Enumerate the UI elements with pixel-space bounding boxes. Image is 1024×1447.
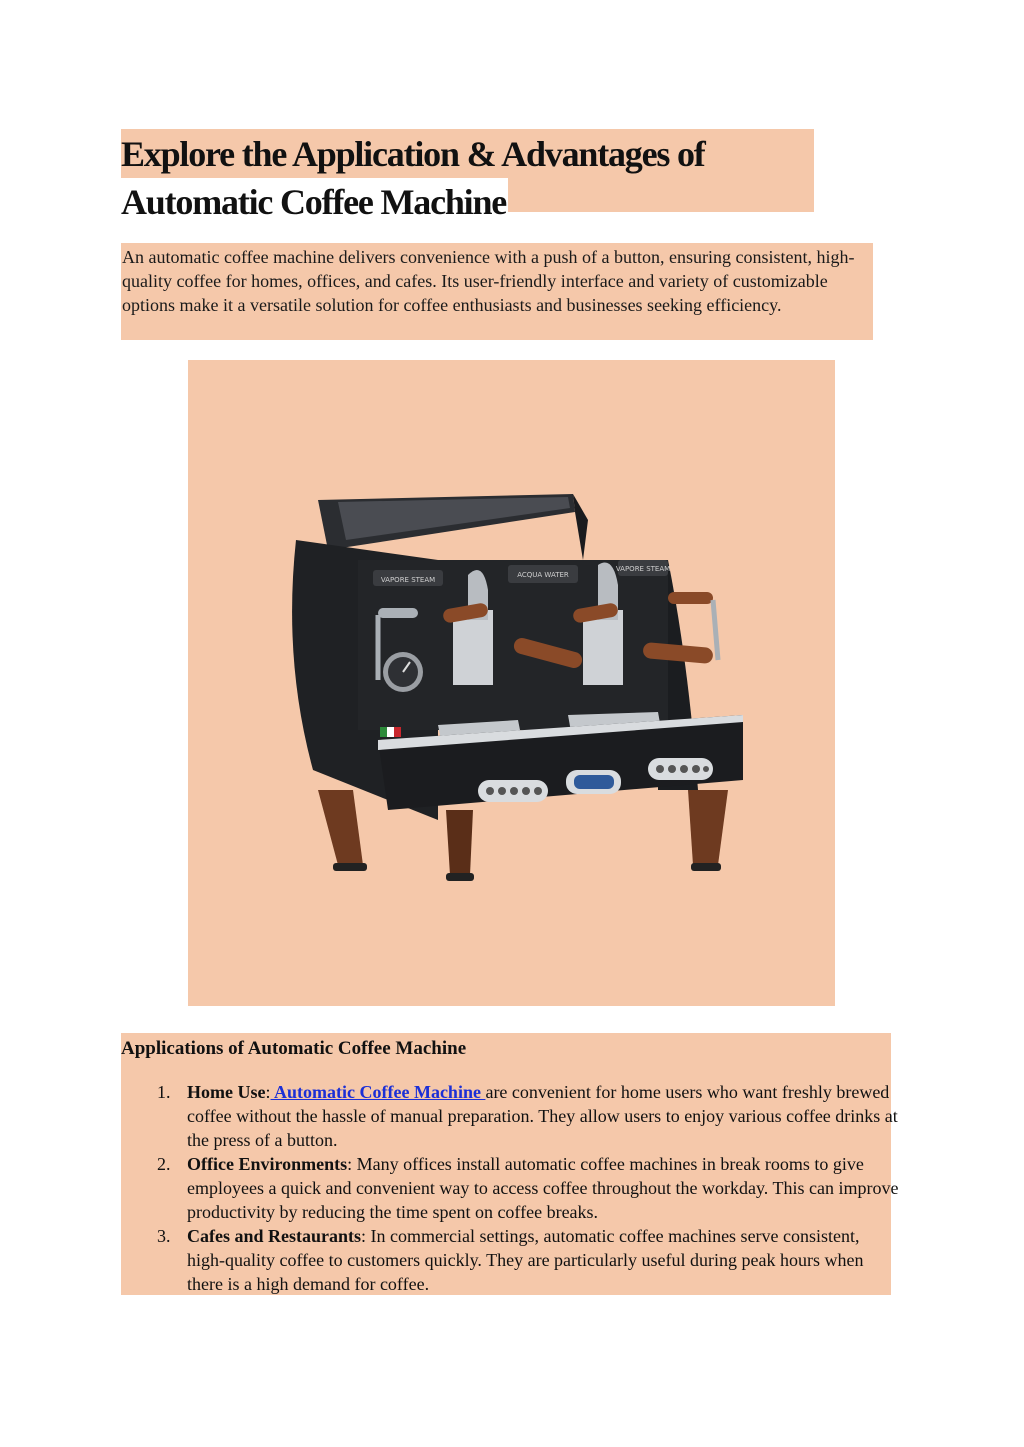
- list-item: [121, 1152, 901, 1224]
- title-line-1: Explore the Application & Advantages of: [121, 134, 705, 174]
- label-steam-left: VAPORE STEAM: [380, 576, 436, 584]
- list-number: 1.: [157, 1082, 171, 1102]
- list-item: [121, 1224, 901, 1296]
- item-term: Cafes and Restaurants: [187, 1226, 362, 1246]
- title-line-2: Automatic Coffee Machine: [121, 178, 508, 226]
- espresso-machine-illustration: [188, 360, 835, 1006]
- item-separator: :: [265, 1082, 271, 1102]
- applications-heading: Applications of Automatic Coffee Machine: [121, 1038, 467, 1059]
- label-steam-right: VAPORE STEAM: [615, 565, 671, 573]
- intro-paragraph: An automatic coffee machine delivers convenience with a push of a button, ensuring consistent, high-quality coffee for homes, offices, and cafes. Its user-friendly interface and variety of customizable options make it a versatile solution for coffee enthusiasts and businesses seeking efficiency.: [122, 247, 855, 315]
- list-number: 3.: [157, 1226, 171, 1246]
- item-text: In commercial settings, automatic coffee machines serve consistent, high-quality coffee to customers quickly. They are particularly useful during peak hours when there is a high demand for coffee.: [187, 1226, 864, 1294]
- label-water: ACQUA WATER: [517, 571, 569, 579]
- item-separator: :: [347, 1154, 353, 1174]
- page-title: [121, 130, 821, 226]
- automatic-coffee-machine-link[interactable]: Automatic Coffee Machine: [270, 1082, 486, 1102]
- coffee-machine-image: [188, 360, 835, 1006]
- item-term: Home Use: [187, 1082, 266, 1102]
- applications-list: [121, 1080, 901, 1296]
- item-text: are convenient for home users who want freshly brewed coffee without the hassle of manual preparation. They allow users to enjoy various coffee drinks at the press of a button.: [187, 1082, 898, 1150]
- item-term: Office Environments: [187, 1154, 348, 1174]
- list-number: 2.: [157, 1154, 171, 1174]
- item-separator: :: [361, 1226, 367, 1246]
- item-text: Many offices install automatic coffee machines in break rooms to give employees a quick and convenient way to access coffee throughout the workday. This can improve productivity by reducing the time spent on coffee breaks.: [187, 1154, 899, 1222]
- list-item: [121, 1080, 901, 1152]
